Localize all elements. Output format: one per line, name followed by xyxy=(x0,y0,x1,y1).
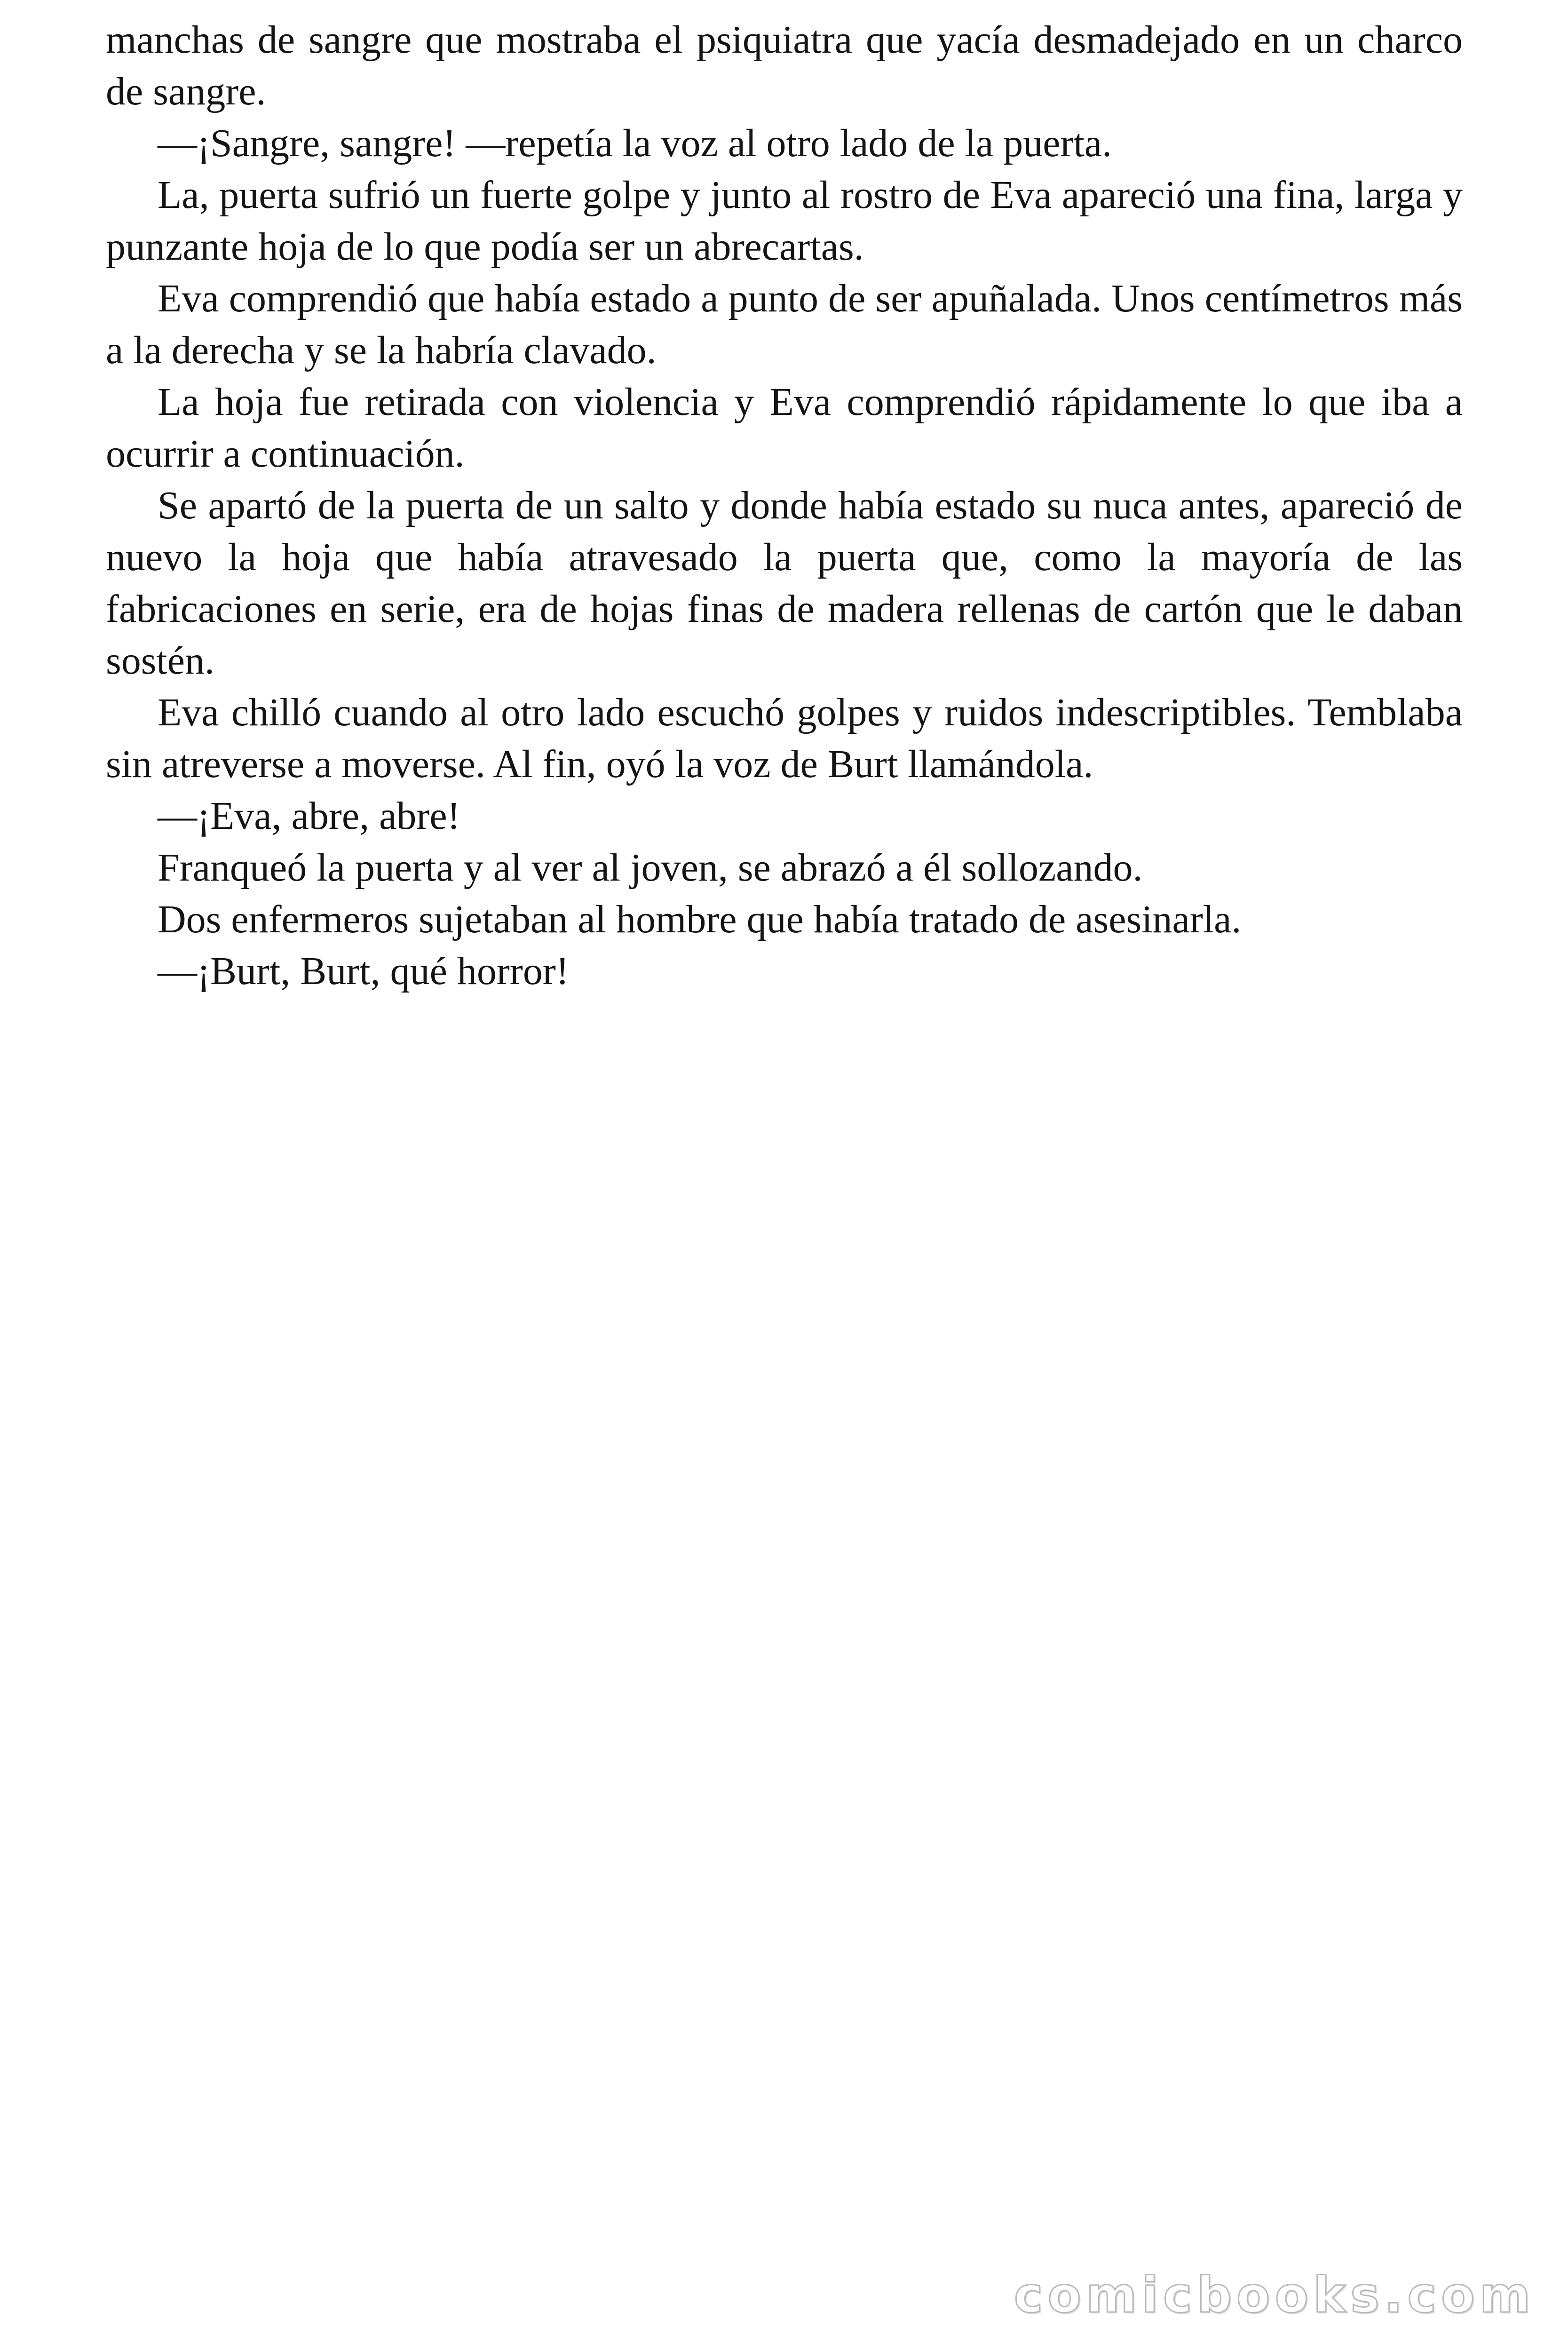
paragraph: Franqueó la puerta y al ver al joven, se abrazó a él sollozando. xyxy=(158,846,1143,890)
paragraph: La, puerta sufrió un fuerte golpe y junto al rostro de Eva apareció una fina, larga y punzante hoja de lo que podía ser un abrecartas. xyxy=(106,173,1463,269)
paragraph-dialogue: —¡Burt, Burt, qué horror! xyxy=(158,949,569,993)
paragraph: Eva comprendió que había estado a punto de ser apuñalada. Unos centímetros más a la derecha y se la habría clavado. xyxy=(106,277,1463,372)
paragraph-dialogue: —¡Eva, abre, abre! xyxy=(158,794,460,838)
paragraph: Se apartó de la puerta de un salto y donde había estado su nuca antes, apareció de nuevo la hoja que había atravesado la puerta que, como la mayoría de las fabricaciones en serie, era de hojas finas de madera rellenas de cartón que le daban sostén. xyxy=(106,484,1463,683)
paragraph: La hoja fue retirada con violencia y Eva comprendió rápidamente lo que iba a ocurrir a continuación. xyxy=(106,380,1463,476)
paragraph-dialogue: —¡Sangre, sangre! —repetía la voz al otro lado de la puerta. xyxy=(158,121,1112,165)
paragraph: Dos enfermeros sujetaban al hombre que había tratado de asesinarla. xyxy=(158,898,1242,941)
paragraph-continuation: manchas de sangre que mostraba el psiquiatra que yacía desmadejado en un charco de sangre. xyxy=(106,18,1463,113)
paragraph: Eva chilló cuando al otro lado escuchó golpes y ruidos indescriptibles. Temblaba sin atreverse a moverse. Al fin, oyó la voz de Burt llamándola. xyxy=(106,691,1463,786)
watermark: comicbooks.com xyxy=(1014,2266,1535,2324)
page-body xyxy=(106,14,1463,997)
